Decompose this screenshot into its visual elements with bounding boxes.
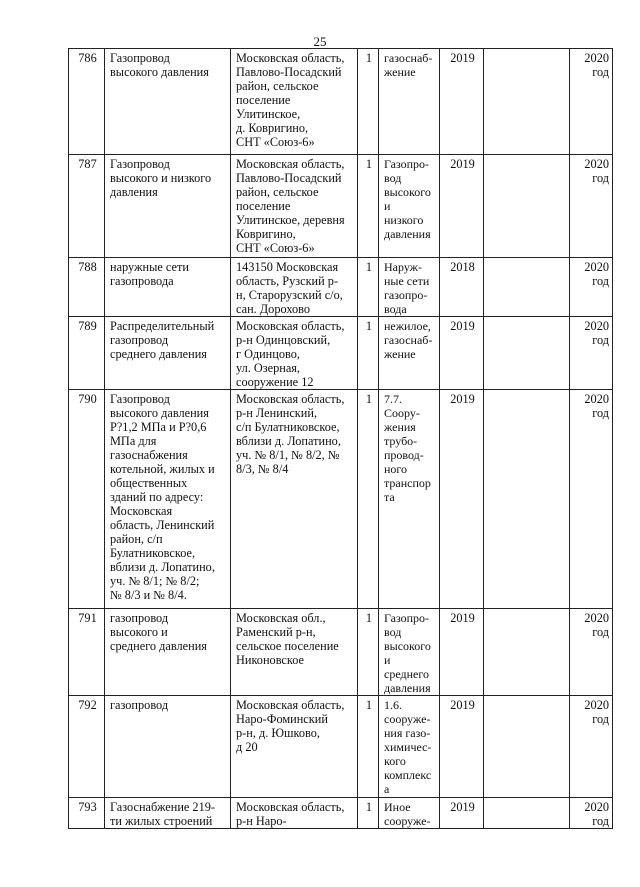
end-year: 2020 год	[570, 696, 613, 798]
object-address: 143150 Московская область, Рузский р- н, Старорузский с/о, сан. Дорохово	[231, 258, 358, 317]
object-purpose: Газопро- вод высокого и низкого давления	[379, 155, 440, 258]
end-year: 2020 год	[570, 609, 613, 696]
object-purpose: 1.6. сооруже- ния газо- химичес- кого комплекс а	[379, 696, 440, 798]
object-address: Московская обл., Раменский р-н, сельское поселение Никоновское	[231, 609, 358, 696]
object-quantity: 1	[358, 609, 379, 696]
row-number: 791	[69, 609, 105, 696]
note-cell	[484, 609, 570, 696]
row-number: 786	[69, 49, 105, 155]
end-year: 2020 год	[570, 798, 613, 829]
row-number: 793	[69, 798, 105, 829]
object-purpose: Иное сооруже-	[379, 798, 440, 829]
row-number: 787	[69, 155, 105, 258]
table-row	[69, 390, 613, 609]
object-name: наружные сети газопровода	[105, 258, 231, 317]
table-row	[69, 155, 613, 258]
table-row	[69, 258, 613, 317]
row-number: 789	[69, 317, 105, 390]
end-year: 2020 год	[570, 155, 613, 258]
table-row	[69, 317, 613, 390]
note-cell	[484, 49, 570, 155]
page-number: 25	[313, 34, 327, 49]
start-year: 2019	[440, 317, 484, 390]
object-address: Московская область, Наро-Фоминский р-н, д. Юшково, д 20	[231, 696, 358, 798]
end-year: 2020 год	[570, 258, 613, 317]
end-year: 2020 год	[570, 390, 613, 609]
object-address: Московская область, Павлово-Посадский район, сельское поселение Улитинское, деревня Ковригино, СНТ «Союз-6»	[231, 155, 358, 258]
start-year: 2019	[440, 609, 484, 696]
note-cell	[484, 390, 570, 609]
object-quantity: 1	[358, 155, 379, 258]
object-address: Московская область, Павлово-Посадский район, сельское поселение Улитинское, д. Ковригино, СНТ «Союз-6»	[231, 49, 358, 155]
object-quantity: 1	[358, 390, 379, 609]
note-cell	[484, 258, 570, 317]
object-quantity: 1	[358, 317, 379, 390]
object-purpose: нежилое, газоснаб- жение	[379, 317, 440, 390]
table-row	[69, 696, 613, 798]
start-year: 2019	[440, 696, 484, 798]
note-cell	[484, 696, 570, 798]
object-purpose: Наруж- ные сети газопро- вода	[379, 258, 440, 317]
table-row	[69, 609, 613, 696]
object-name: Газопровод высокого и низкого давления	[105, 155, 231, 258]
end-year: 2020 год	[570, 49, 613, 155]
object-address: Московская область, р-н Наро-	[231, 798, 358, 829]
object-address: Московская область, р-н Ленинский, с/п Булатниковское, вблизи д. Лопатино, уч. № 8/1, № 8/2, № 8/3, № 8/4	[231, 390, 358, 609]
note-cell	[484, 155, 570, 258]
object-name: газопровод	[105, 696, 231, 798]
row-number: 788	[69, 258, 105, 317]
start-year: 2019	[440, 49, 484, 155]
object-quantity: 1	[358, 49, 379, 155]
table-row	[69, 798, 613, 829]
start-year: 2019	[440, 798, 484, 829]
object-purpose: 7.7. Соору- жения трубо- провод- ного транспор та	[379, 390, 440, 609]
object-name: Распределительный газопровод среднего давления	[105, 317, 231, 390]
object-name: Газопровод высокого давления Р?1,2 МПа и Р?0,6 МПа для газоснабжения котельной, жилых и общественных зданий по адресу: Московская область, Ленинский район, с/п Булатниковское, вблизи д. Лопатино, уч. № 8/1; № 8/2; № 8/3 и № 8/4.	[105, 390, 231, 609]
start-year: 2019	[440, 390, 484, 609]
object-quantity: 1	[358, 798, 379, 829]
object-quantity: 1	[358, 258, 379, 317]
row-number: 790	[69, 390, 105, 609]
object-purpose: газоснаб- жение	[379, 49, 440, 155]
object-purpose: Газопро- вод высокого и среднего давления	[379, 609, 440, 696]
end-year: 2020 год	[570, 317, 613, 390]
note-cell	[484, 317, 570, 390]
object-quantity: 1	[358, 696, 379, 798]
row-number: 792	[69, 696, 105, 798]
table-row	[69, 49, 613, 155]
object-name: Газопровод высокого давления	[105, 49, 231, 155]
registry-table	[68, 48, 613, 829]
object-address: Московская область, р-н Одинцовский, г Одинцово, ул. Озерная, сооружение 12	[231, 317, 358, 390]
object-name: газопровод высокого и среднего давления	[105, 609, 231, 696]
start-year: 2019	[440, 155, 484, 258]
start-year: 2018	[440, 258, 484, 317]
object-name: Газоснабжение 219- ти жилых строений	[105, 798, 231, 829]
note-cell	[484, 798, 570, 829]
